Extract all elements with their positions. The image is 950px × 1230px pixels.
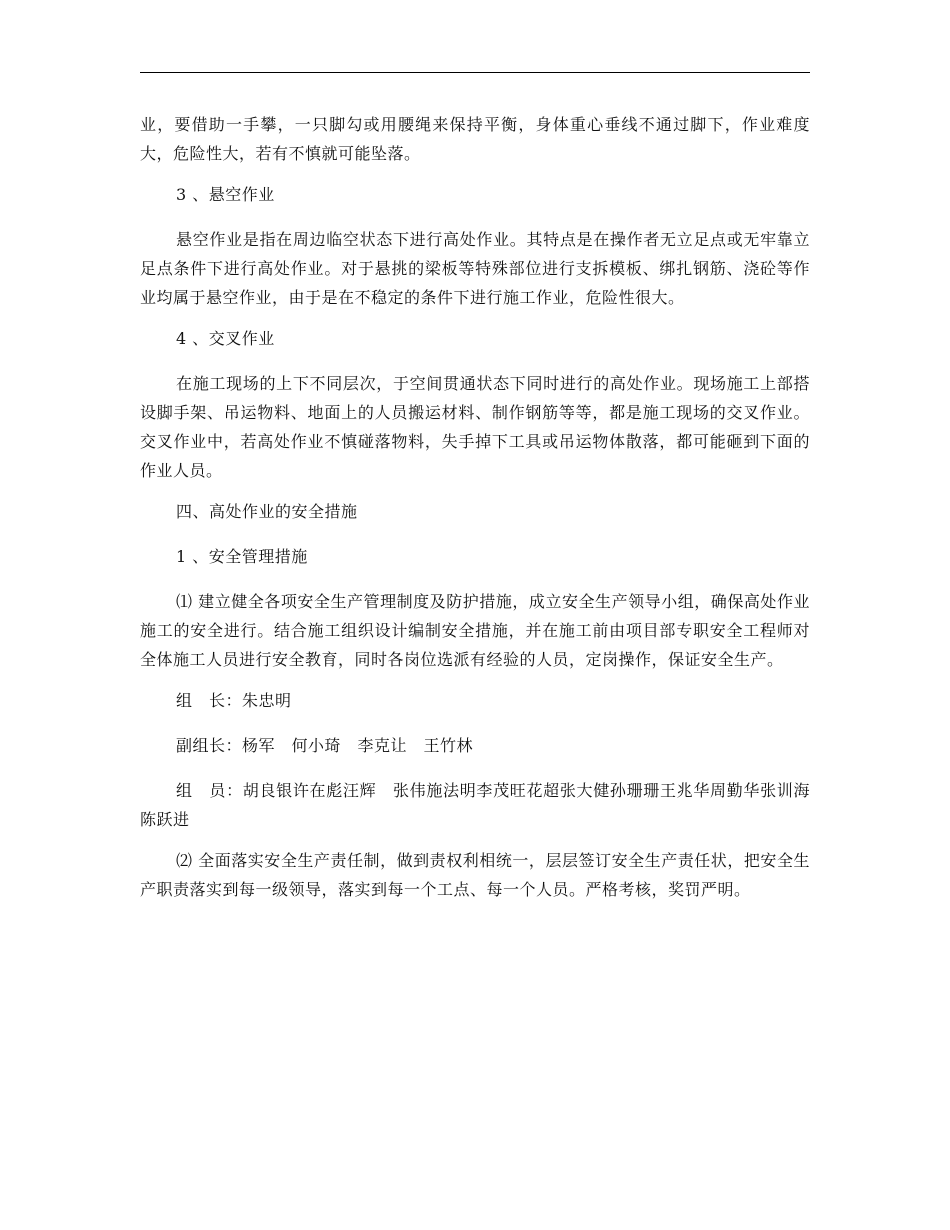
paragraph-cross-work: 在施工现场的上下不同层次，于空间贯通状态下同时进行的高处作业。现场施工上部搭设脚手架、吊运物料、地面上的人员搬运材料、制作钢筋等等，都是施工现场的交叉作业。交叉作业中，若高处作业不慎碰落物料，失手掉下工具或吊运物体散落，都可能砸到下面的作业人员。 bbox=[140, 374, 810, 480]
paragraph-continuation: 业，要借助一手攀，一只脚勾或用腰绳来保持平衡，身体重心垂线不通过脚下，作业难度大，危险性大，若有不慎就可能坠落。 bbox=[140, 115, 810, 163]
paragraph-safety-system: ⑴ 建立健全各项安全生产管理制度及防护措施，成立安全生产领导小组，确保高处作业施工的安全进行。结合施工组织设计编制安全措施，并在施工前由项目部专职安全工程师对全体施工人员进行安全教育，同时各岗位选派有经验的人员，定岗操作，保证安全生产。 bbox=[140, 592, 810, 669]
chapter-heading-safety-measures: 四、高处作业的安全措施 bbox=[176, 502, 358, 521]
section-heading-suspended-work: 3 、悬空作业 bbox=[176, 185, 275, 204]
team-leader-line: 组 长：朱忠明 bbox=[176, 691, 292, 710]
paragraph-responsibility-system: ⑵ 全面落实安全生产责任制，做到责权利相统一，层层签订安全生产责任状，把安全生产职责落实到每一级领导，落实到每一个工点、每一个人员。严格考核，奖罚严明。 bbox=[140, 851, 810, 899]
section-heading-cross-work: 4 、交叉作业 bbox=[176, 329, 275, 348]
team-members-line: 组 员：胡良银许在彪汪辉 张伟施法明李茂旺花超张大健孙珊珊王兆华周勤华张训海陈跃进 bbox=[140, 781, 810, 829]
document-body bbox=[140, 110, 810, 916]
section-heading-safety-management: 1 、安全管理措施 bbox=[176, 547, 308, 566]
deputy-leaders-line: 副组长：杨军 何小琦 李克让 王竹林 bbox=[176, 736, 474, 755]
paragraph-suspended-work: 悬空作业是指在周边临空状态下进行高处作业。其特点是在操作者无立足点或无牢靠立足点条件下进行高处作业。对于悬挑的梁板等特殊部位进行支拆模板、绑扎钢筋、浇砼等作业均属于悬空作业，由于是在不稳定的条件下进行施工作业，危险性很大。 bbox=[140, 230, 810, 307]
header-rule bbox=[140, 72, 810, 73]
